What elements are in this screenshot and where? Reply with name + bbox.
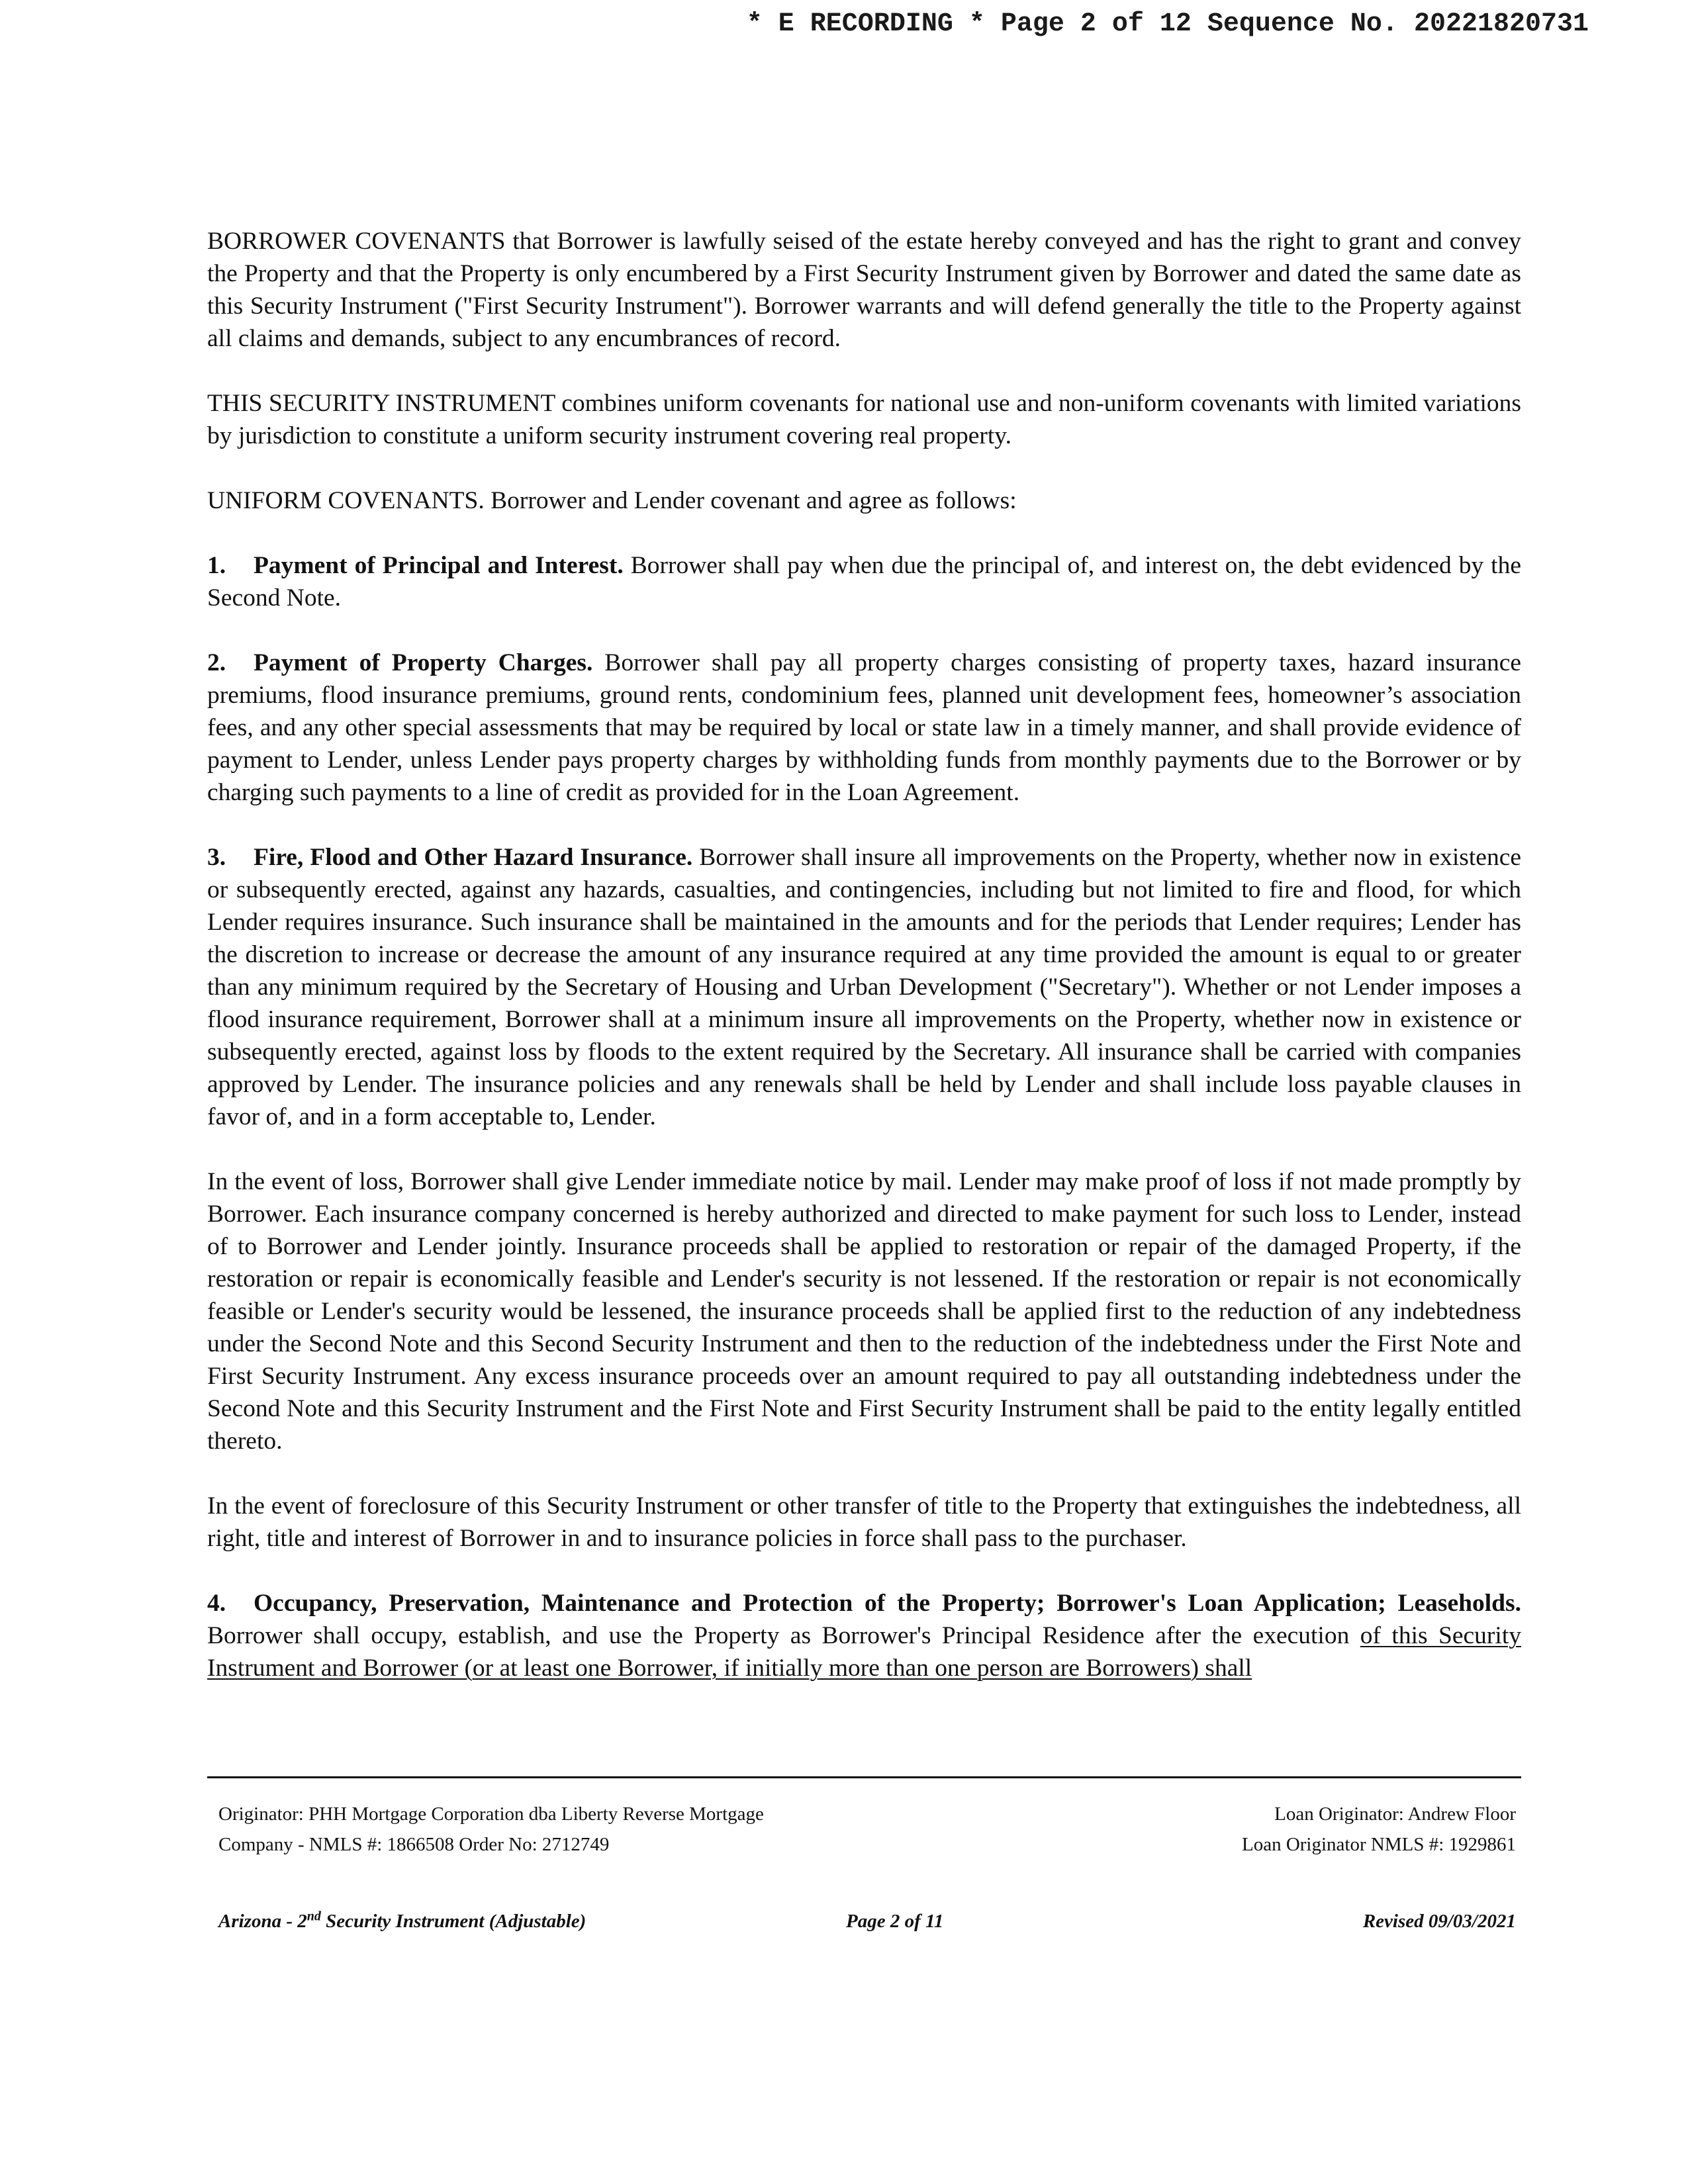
form-title: [218, 1906, 586, 1936]
section-1-number: 1.: [207, 552, 226, 579]
security-instrument-paragraph: THIS SECURITY INSTRUMENT combines uniform covenants for national use and non-uniform covenants with limited variations by jurisdiction to constitute a uniform security instrument covering real property.: [207, 390, 1521, 449]
section-1-text: Borrower shall pay when due the principal of, and interest on, the debt evidenced by the Second Note.: [207, 552, 1521, 612]
recording-stamp: * E RECORDING * Page 2 of 12 Sequence No. 20221820731: [746, 9, 1589, 39]
section-4-text: Borrower shall occupy, establish, and use the Property as Borrower's Principal Residence after the execution: [207, 1622, 1360, 1649]
revision-date: Revised 09/03/2021: [1362, 1911, 1516, 1932]
originator-info: [218, 1799, 764, 1860]
section-4: [207, 1587, 1521, 1684]
section-4-text-underlined: of this Security Instrument and Borrower (or at least one Borrower, if initially more than one person are Borrowers) shall: [207, 1622, 1522, 1682]
footer-divider: [207, 1776, 1521, 1778]
originator-line-1: Originator: PHH Mortgage Corporation dba Liberty Reverse Mortgage: [218, 1803, 764, 1825]
originator-line-2: Company - NMLS #: 1866508 Order No: 2712749: [218, 1834, 610, 1855]
borrower-covenants-paragraph: BORROWER COVENANTS that Borrower is lawfully seised of the estate hereby conveyed and has the right to grant and convey the Property and that the Property is only encumbered by a First Security Instrument given by Borrower and dated the same date as this Security Instrument ("First Security Instrument"). Borrower warrants and will defend generally the title to the Property against all claims and demands, subject to any encumbrances of record.: [207, 228, 1521, 352]
document-body: [207, 225, 1521, 1717]
section-2-number: 2.: [207, 649, 226, 676]
section-2-title: Payment of Property Charges.: [254, 649, 593, 676]
loss-paragraph: In the event of loss, Borrower shall give Lender immediate notice by mail. Lender may make proof of loss if not made promptly by Borrower. Each insurance company concerned is hereby authorized and directed to make payment for such loss to Lender, instead of to Borrower and Lender jointly. Insurance proceeds shall be applied to restoration or repair of the damaged Property, if the restoration or repair is economically feasible and Lender's security is not lessened. If the restoration or repair is not economically feasible or Lender's security would be lessened, the insurance proceeds shall be applied first to the reduction of any indebtedness under the Second Note and this Second Security Instrument and then to the reduction of the indebtedness under the First Note and First Security Instrument. Any excess insurance proceeds over an amount required to pay all outstanding indebtedness under the Second Note and this Security Instrument and the First Note and First Security Instrument shall be paid to the entity legally entitled thereto.: [207, 1168, 1521, 1455]
loan-originator-line-1: Loan Originator: Andrew Floor: [1274, 1803, 1516, 1825]
section-3-number: 3.: [207, 844, 226, 871]
form-title-state: Arizona - 2: [218, 1911, 307, 1932]
section-1-title: Payment of Principal and Interest.: [254, 552, 624, 579]
section-1: [207, 549, 1521, 614]
section-3: [207, 841, 1521, 1133]
section-4-number: 4.: [207, 1590, 226, 1617]
section-2-text: Borrower shall pay all property charges consisting of property taxes, hazard insurance premiums, flood insurance premiums, ground rents, condominium fees, planned unit development fees, homeowner’s association fees, and any other special assessments that may be required by local or state law in a timely manner, and shall provide evidence of payment to Lender, unless Lender pays property charges by withholding funds from monthly payments due to the Borrower or by charging such payments to a line of credit as provided for in the Loan Agreement.: [207, 649, 1521, 806]
section-4-title: Occupancy, Preservation, Maintenance and Protection of the Property; Borrower's Loan Application; Leaseholds.: [254, 1590, 1521, 1617]
loan-originator-info: [1242, 1799, 1516, 1860]
uniform-covenants-paragraph: UNIFORM COVENANTS. Borrower and Lender covenant and agree as follows:: [207, 487, 1017, 514]
foreclosure-paragraph: In the event of foreclosure of this Security Instrument or other transfer of title to the Property that extinguishes the indebtedness, all right, title and interest of Borrower in and to insurance policies in force shall pass to the purchaser.: [207, 1492, 1521, 1552]
section-3-text: Borrower shall insure all improvements on the Property, whether now in existence or subsequently erected, against any hazards, casualties, and contingencies, including but not limited to fire and flood, for which Lender requires insurance. Such insurance shall be maintained in the amounts and for the periods that Lender requires; Lender has the discretion to increase or decrease the amount of any insurance required at any time provided the amount is equal to or greater than any minimum required by the Secretary of Housing and Urban Development ("Secretary"). Whether or not Lender imposes a flood insurance requirement, Borrower shall at a minimum insure all improvements on the Property, whether now in existence or subsequently erected, against loss by floods to the extent required by the Secretary. All insurance shall be carried with companies approved by Lender. The insurance policies and any renewals shall be held by Lender and shall include loss payable clauses in favor of, and in a form acceptable to, Lender.: [207, 844, 1521, 1130]
page-number: Page 2 of 11: [846, 1911, 944, 1932]
form-title-instrument: Security Instrument (Adjustable): [320, 1911, 586, 1932]
section-2: [207, 647, 1521, 809]
section-3-title: Fire, Flood and Other Hazard Insurance.: [254, 844, 693, 871]
loan-originator-line-2: Loan Originator NMLS #: 1929861: [1241, 1834, 1516, 1855]
form-title-superscript: nd: [306, 1909, 321, 1924]
